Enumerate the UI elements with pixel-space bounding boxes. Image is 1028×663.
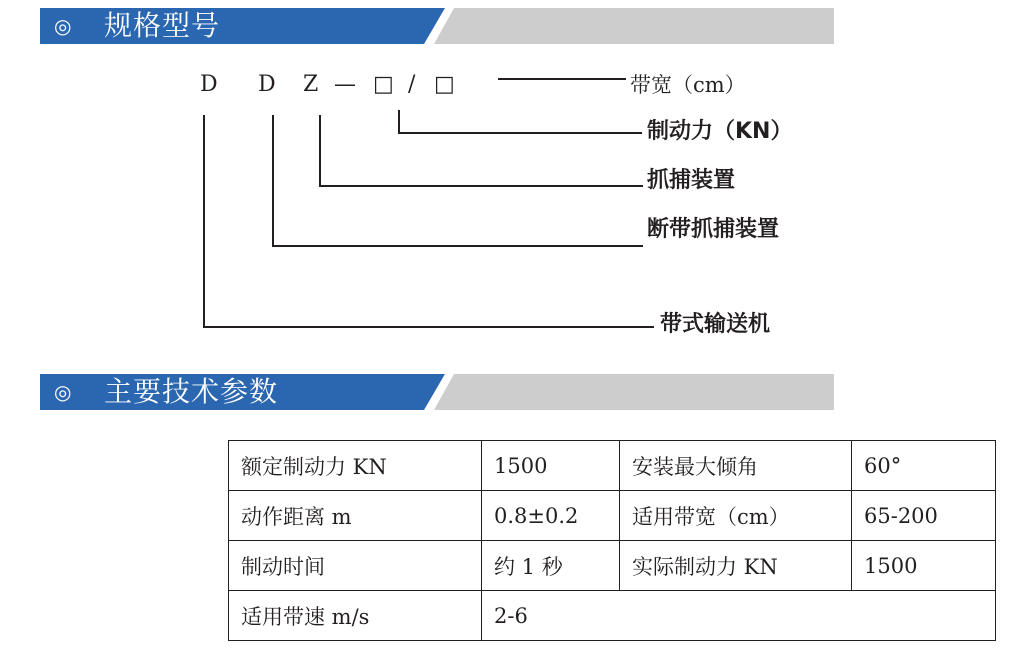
- code-letter-z: Z: [303, 72, 319, 97]
- code-letter-d2: D: [258, 72, 276, 97]
- leader-line-braking-force: [398, 132, 642, 134]
- spec-label: 实际制动力 KN: [620, 541, 852, 591]
- leader-line-broken-belt: [272, 245, 643, 247]
- label-catching-device: 抓捕装置: [647, 168, 736, 193]
- table-row: [229, 541, 996, 591]
- label-belt-width: 带宽（cm）: [630, 73, 746, 97]
- table-row: [229, 491, 996, 541]
- leader-line-conveyor: [203, 326, 654, 328]
- leader-line-braking-force-vertical: [398, 110, 400, 134]
- spec-value: 1500: [482, 441, 620, 491]
- section-title-params: 主要技术参数: [104, 375, 279, 408]
- code-box-2: □: [434, 72, 455, 97]
- spec-value: 2-6: [482, 591, 996, 641]
- spec-label: 额定制动力 KN: [229, 441, 482, 491]
- spec-label: 动作距离 m: [229, 491, 482, 541]
- code-slash: /: [408, 72, 416, 97]
- section-header-params: [40, 374, 834, 410]
- table-row: [229, 591, 996, 641]
- section-title-model: 规格型号: [104, 9, 221, 42]
- spec-label: 适用带速 m/s: [229, 591, 482, 641]
- leader-line-catching-vertical: [319, 115, 321, 187]
- spec-label: 制动时间: [229, 541, 482, 591]
- bullseye-icon: ◎: [54, 380, 72, 404]
- spec-label: 安装最大倾角: [620, 441, 852, 491]
- code-letter-d1: D: [200, 72, 218, 97]
- spec-value: 0.8±0.2: [482, 491, 620, 541]
- label-braking-force: 制动力（KN）: [647, 119, 793, 144]
- leader-line-catching: [319, 185, 643, 187]
- bullseye-icon: ◎: [54, 14, 72, 38]
- specs-table: [228, 440, 996, 641]
- spec-value: 约 1 秒: [482, 541, 620, 591]
- label-broken-belt-device: 断带抓捕装置: [647, 217, 780, 242]
- leader-line-belt-width: [498, 78, 626, 80]
- code-dash: —: [334, 72, 356, 97]
- spec-value: 60°: [852, 441, 996, 491]
- leader-line-conveyor-vertical: [203, 115, 205, 328]
- spec-label: 适用带宽（cm）: [620, 491, 852, 541]
- spec-value: 65-200: [852, 491, 996, 541]
- code-box-1: □: [373, 72, 394, 97]
- spec-value: 1500: [852, 541, 996, 591]
- leader-line-broken-belt-vertical: [272, 115, 274, 247]
- label-belt-conveyor: 带式输送机: [660, 312, 771, 337]
- table-row: [229, 441, 996, 491]
